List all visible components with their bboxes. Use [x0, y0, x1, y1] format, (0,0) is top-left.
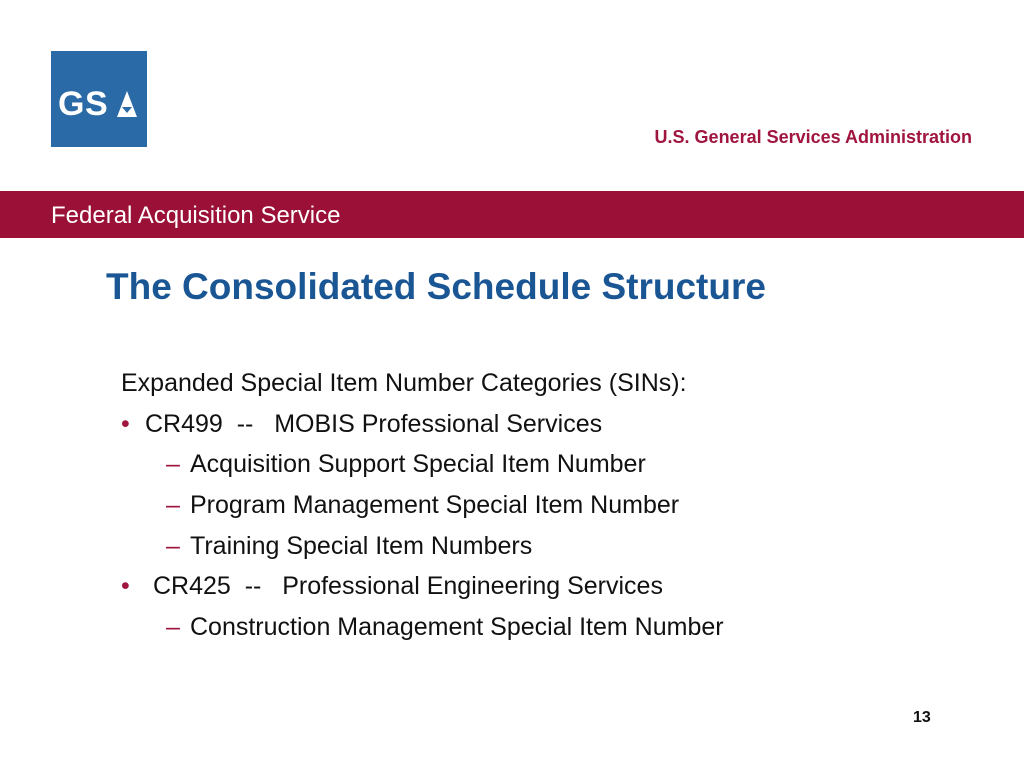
bullet-item-cr425	[121, 568, 981, 609]
gsa-logo-letters: GS	[58, 85, 109, 123]
bullet-marker: •	[121, 572, 130, 601]
bullet-text: CR425 -- Professional Engineering Services	[153, 572, 663, 601]
slide-content	[121, 365, 981, 650]
dash-marker: –	[166, 531, 180, 560]
sub-item	[121, 446, 981, 487]
dash-marker: –	[166, 491, 180, 520]
sub-item	[121, 528, 981, 569]
gsa-logo-a-shape	[117, 91, 137, 117]
dash-marker: –	[166, 613, 180, 642]
sub-item-text: Training Special Item Numbers	[190, 531, 533, 560]
sub-item	[121, 609, 981, 650]
sub-item-text: Program Management Special Item Number	[190, 491, 680, 520]
sub-item	[121, 487, 981, 528]
intro-line: Expanded Special Item Number Categories (SINs):	[121, 369, 687, 397]
page-number: 13	[913, 709, 931, 726]
division-banner	[0, 191, 1024, 238]
agency-name: U.S. General Services Administration	[654, 127, 972, 147]
banner-text: Federal Acquisition Service	[51, 202, 341, 229]
gsa-logo-mark	[51, 51, 147, 147]
sub-item-text: Acquisition Support Special Item Number	[190, 450, 646, 479]
bullet-text: CR499 -- MOBIS Professional Services	[145, 409, 603, 438]
bullet-marker: •	[121, 409, 130, 438]
sub-item-text: Construction Management Special Item Number	[190, 613, 724, 642]
bullet-item-cr499	[121, 406, 981, 447]
dash-marker: –	[166, 450, 180, 479]
gsa-logo	[51, 51, 147, 147]
slide-title: The Consolidated Schedule Structure	[106, 266, 766, 307]
